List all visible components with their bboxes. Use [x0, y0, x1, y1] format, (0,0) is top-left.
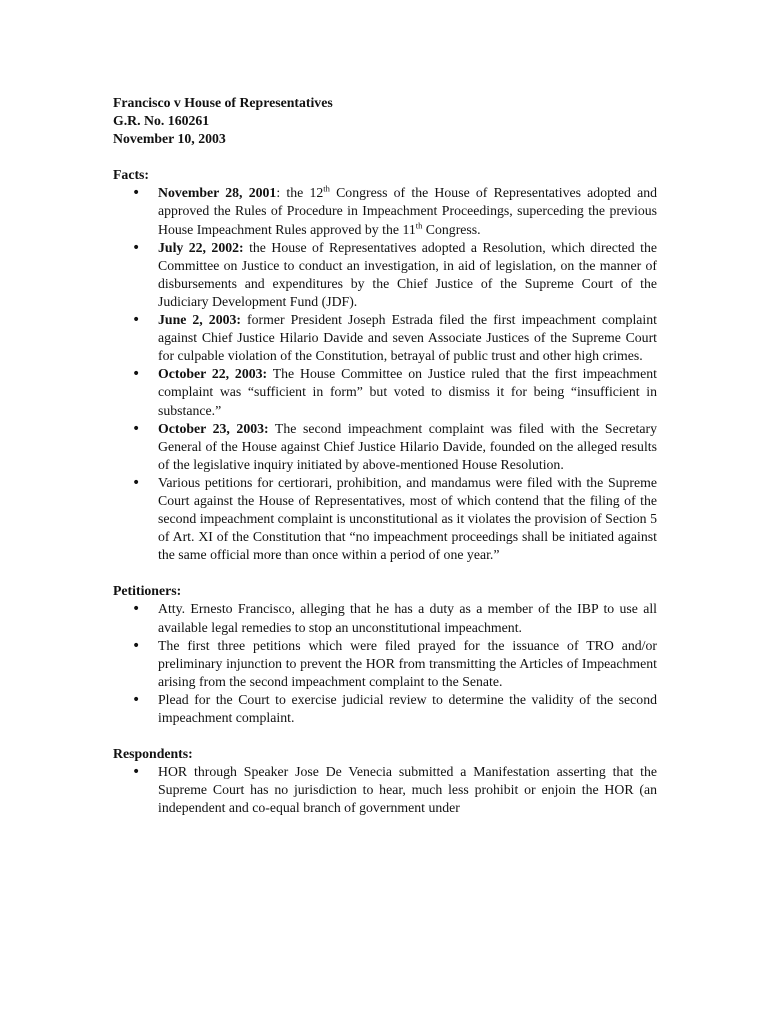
facts-heading: Facts: — [113, 167, 150, 183]
facts-list — [113, 184, 657, 564]
list-item — [113, 239, 657, 311]
petitioners-list — [113, 600, 657, 727]
spacer — [113, 148, 657, 166]
list-item — [113, 365, 657, 419]
list-item — [113, 420, 657, 474]
fact-text: former President Joseph Estrada filed the first impeachment complaint against Chief Justice Hilario Davide and seven Associate Justices of the Supreme Court for culpable violation of the Constitution, betrayal of public trust and other high crimes. — [158, 312, 657, 364]
fact-text: : the 12 — [276, 185, 324, 201]
case-number: G.R. No. 160261 — [113, 113, 210, 129]
list-item — [113, 311, 657, 365]
ordinal-suffix: th — [415, 219, 423, 230]
fact-date: November 28, 2001 — [158, 185, 277, 201]
list-item: • The first three petitions which were filed prayed for the issuance of TRO and/or preliminary injunction to prevent the HOR from transmitting the Articles of Impeachment arising from the second impeachment complaint to the Senate. — [113, 637, 657, 691]
case-date: November 10, 2003 — [113, 131, 226, 147]
document-page — [113, 94, 657, 817]
list-item — [113, 474, 657, 564]
fact-text: The House Committee on Justice ruled that the first impeachment complaint was “sufficient in form” but voted to dismiss it for being “insufficient in substance.” — [158, 366, 657, 418]
fact-text: Congress. — [422, 221, 481, 237]
list-item: • Atty. Ernesto Francisco, alleging that he has a duty as a member of the IBP to use all available legal remedies to stop an unconstitutional impeachment. — [113, 600, 657, 636]
fact-text: the House of Representatives adopted a Resolution, which directed the Committee on Justice to conduct an investigation, in aid of legislation, on the manner of disbursements and expenditures by the Chief Justice of the Supreme Court of the Judiciary Development Fund (JDF). — [158, 239, 658, 309]
respondents-heading: Respondents: — [113, 746, 193, 762]
fact-date: June 2, 2003: — [158, 312, 241, 328]
list-item: • HOR through Speaker Jose De Venecia submitted a Manifestation asserting that the Supreme Court has no jurisdiction to hear, much less prohibit or enjoin the HOR (an independent and co-equal branch of government under — [113, 763, 657, 817]
fact-date: October 22, 2003: — [158, 366, 268, 382]
list-item: • Plead for the Court to exercise judicial review to determine the validity of the second impeachment complaint. — [113, 691, 657, 727]
case-title: Francisco v House of Representatives — [113, 95, 333, 110]
spacer — [113, 727, 657, 745]
respondents-list — [113, 763, 657, 817]
spacer — [113, 564, 657, 582]
fact-text: The second impeachment complaint was filed with the Secretary General of the House against Chief Justice Hilario Davide, founded on the alleged results of the legislative inquiry initiated by above-mentioned House Resolution. — [158, 420, 657, 472]
fact-text: Congress of the House of Representatives adopted and approved the Rules of Procedure in Impeachment Proceedings, superceding the previous House Impeachment Rules approved by the 11 — [158, 185, 657, 237]
petitioners-heading: Petitioners: — [113, 583, 182, 599]
ordinal-suffix: th — [323, 183, 330, 194]
list-item — [113, 184, 657, 238]
fact-date: October 23, 2003: — [158, 420, 269, 436]
fact-text: Various petitions for certiorari, prohibition, and mandamus were filed with the Supreme Court against the House of Representatives, most of which contend that the filing of the second impeachment complaint is unconstitutional as it violates the provision of Section 5 of Art. XI of the Constitution that “no impeachment proceedings shall be initiated against the same official more than once within a period of one year.” — [158, 474, 657, 563]
fact-date: July 22, 2002: — [158, 239, 244, 255]
